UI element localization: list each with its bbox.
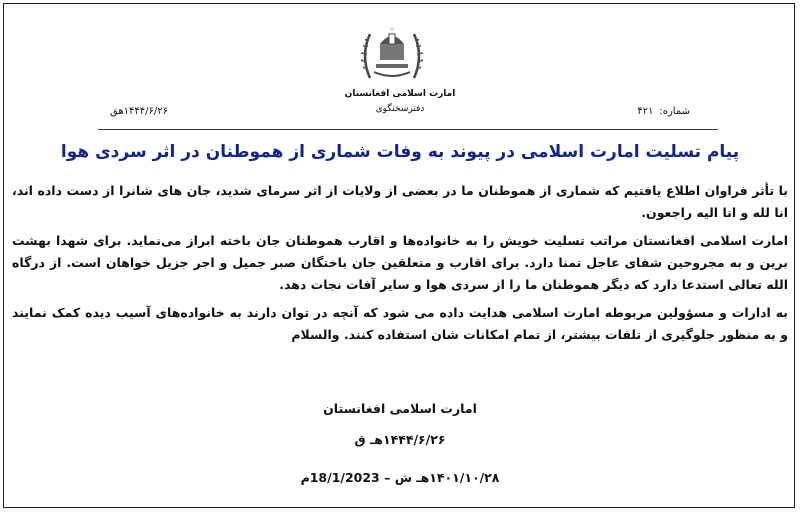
paragraph: با تأثر فراوان اطلاع یافتیم که شماری از هموطنان ما در بعضی از ولایات از اثر سرمای شدید، جان های شانرا از دست داده اند، انا لله و انا الیه راجعون. xyxy=(12,183,788,220)
page-title: پیام تسلیت امارت اسلامی در پیوند به وفات شماری از هموطنان در اثر سردی هوا xyxy=(60,142,740,162)
number-value: ۴۲۱ xyxy=(637,106,654,117)
header-divider xyxy=(98,129,718,130)
document-number xyxy=(631,106,690,117)
paragraph: به ادارات و مسؤولین مربوطه امارت اسلامی هدایت داده می شود که آنچه در توان دارند به خانواده‌های آسیب دیده کمک نمایند و به منظور جلوگیری از تلفات بیشتر، از تمام امکانات شان استفاده کنند. والسلام xyxy=(12,305,788,342)
signature-date-solar: ۱۴۰۱/۱۰/۲۸هـ ش – 18/1/2023م xyxy=(300,470,500,485)
paragraph: امارت اسلامی افغانستان مراتب تسلیت خویش را به خانواده‌ها و اقارب هموطنان جان باخته ابراز می‌نماید. برای شهدا بهشت برین و به مجروحین شفای عاجل تمنا دارد. برای اقارب و متعلقین جان باختگان صبر جمیل و اجر جزیل خواهان است. از درگاه الله تعالی استدعا دارد که دیگر هموطنان ما را از سردی هوا و سایر آفات نجات دهد. xyxy=(12,233,788,292)
document-body xyxy=(12,180,788,352)
org-name: امارت اسلامی افغانستان xyxy=(344,89,456,99)
signature-org: امارت اسلامی افغانستان xyxy=(323,401,477,416)
document-date: ۱۴۴۴/۶/۲۶هق xyxy=(110,106,168,117)
afghanistan-emblem-icon xyxy=(356,20,428,84)
svg-text:۞: ۞ xyxy=(390,25,394,32)
number-label: شماره: xyxy=(659,106,690,117)
office-name: دفترسخنگوی xyxy=(375,104,425,114)
signature-date-lunar: ۱۴۴۴/۶/۲۶هـ ق xyxy=(354,432,446,447)
